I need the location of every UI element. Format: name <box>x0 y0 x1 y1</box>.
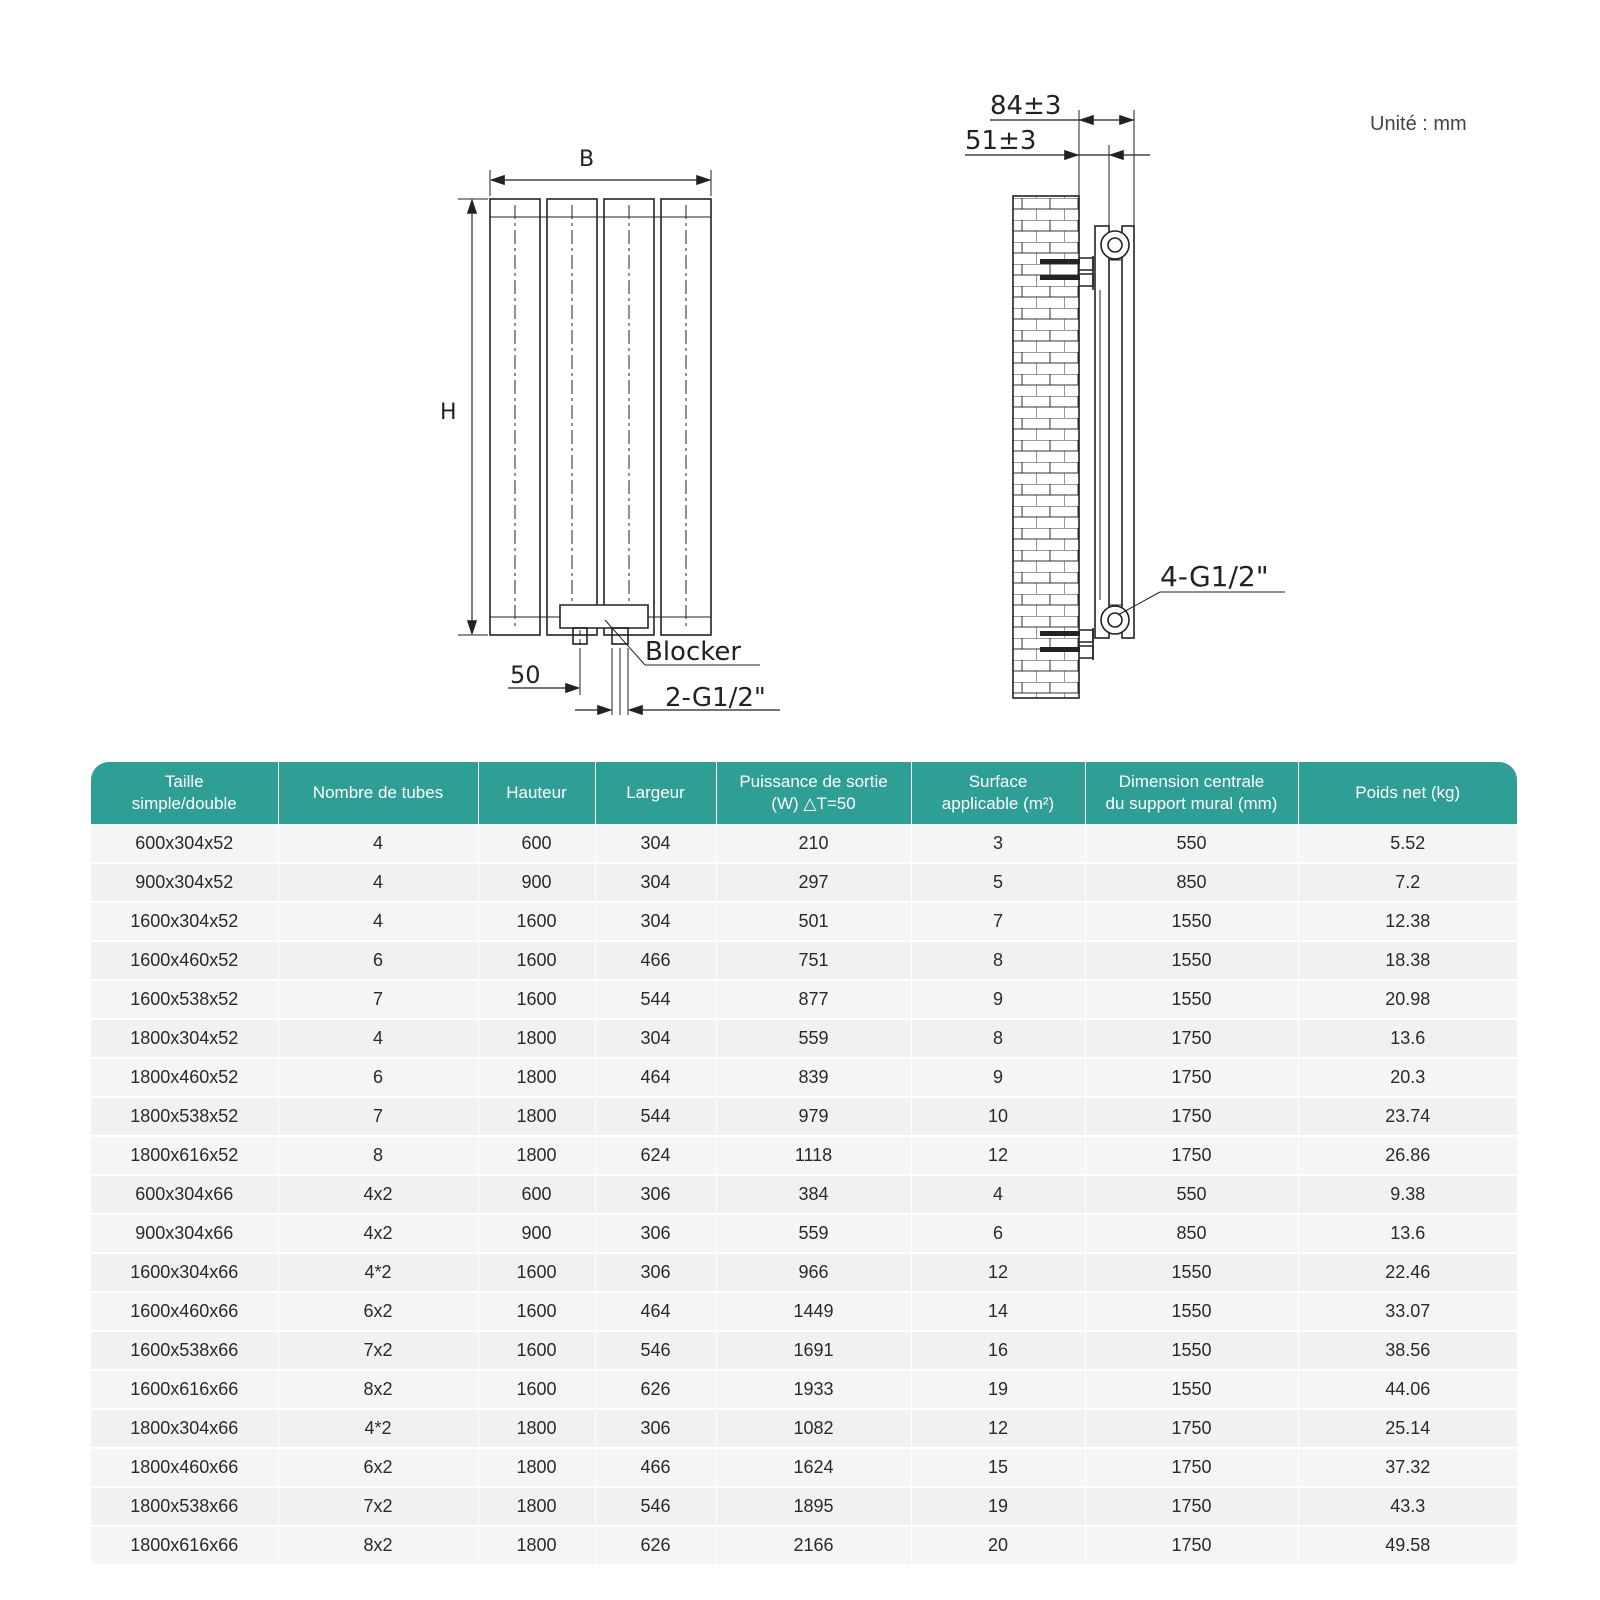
table-cell: 544 <box>595 980 716 1019</box>
table-cell: 7x2 <box>278 1331 478 1370</box>
table-cell: 1691 <box>716 1331 911 1370</box>
table-cell: 6x2 <box>278 1292 478 1331</box>
table-cell: 1600 <box>478 1370 595 1409</box>
table-cell: 6 <box>278 1058 478 1097</box>
table-cell: 20.3 <box>1298 1058 1517 1097</box>
table-cell: 1750 <box>1085 1136 1298 1175</box>
table-cell: 49.58 <box>1298 1526 1517 1565</box>
table-cell: 1600 <box>478 941 595 980</box>
table-cell: 37.32 <box>1298 1448 1517 1487</box>
table-cell: 1800 <box>478 1097 595 1136</box>
table-cell: 43.3 <box>1298 1487 1517 1526</box>
table-cell: 600 <box>478 1175 595 1214</box>
table-row <box>91 980 1517 1019</box>
table-row <box>91 941 1517 980</box>
table-cell: 12 <box>911 1136 1085 1175</box>
table-cell: 1800x538x52 <box>91 1097 278 1136</box>
table-cell: 4*2 <box>278 1409 478 1448</box>
table-cell: 1550 <box>1085 1370 1298 1409</box>
table-cell: 600x304x66 <box>91 1175 278 1214</box>
table-cell: 1800 <box>478 1526 595 1565</box>
table-row <box>91 1253 1517 1292</box>
table-cell: 1600 <box>478 1331 595 1370</box>
table-cell: 1600x538x66 <box>91 1331 278 1370</box>
table-cell: 20.98 <box>1298 980 1517 1019</box>
column-header: Dimension centrale du support mural (mm) <box>1085 762 1298 824</box>
table-row <box>91 1292 1517 1331</box>
table-cell: 900 <box>478 863 595 902</box>
table-cell: 966 <box>716 1253 911 1292</box>
specs-table <box>91 762 1517 1566</box>
table-cell: 26.86 <box>1298 1136 1517 1175</box>
table-cell: 550 <box>1085 1175 1298 1214</box>
table-cell: 900x304x52 <box>91 863 278 902</box>
table-cell: 9.38 <box>1298 1175 1517 1214</box>
table-cell: 297 <box>716 863 911 902</box>
table-cell: 4 <box>278 863 478 902</box>
table-cell: 1600x304x66 <box>91 1253 278 1292</box>
dimension-h-label: H <box>440 400 457 425</box>
table-cell: 1750 <box>1085 1526 1298 1565</box>
table-row <box>91 1487 1517 1526</box>
dimension-b-label: B <box>579 147 595 172</box>
table-row <box>91 1058 1517 1097</box>
table-cell: 22.46 <box>1298 1253 1517 1292</box>
table-cell: 4 <box>278 824 478 863</box>
column-header: Hauteur <box>478 762 595 824</box>
table-cell: 600x304x52 <box>91 824 278 863</box>
table-body <box>91 824 1517 1565</box>
table-cell: 1750 <box>1085 1019 1298 1058</box>
table-cell: 626 <box>595 1370 716 1409</box>
table-cell: 546 <box>595 1487 716 1526</box>
table-cell: 1800x460x52 <box>91 1058 278 1097</box>
column-header: Puissance de sortie (W) △T=50 <box>716 762 911 824</box>
table-cell: 306 <box>595 1214 716 1253</box>
table-cell: 1550 <box>1085 1292 1298 1331</box>
column-header: Taille simple/double <box>91 762 278 824</box>
side-view <box>965 110 1285 698</box>
table-cell: 1550 <box>1085 980 1298 1019</box>
table-cell: 8 <box>278 1136 478 1175</box>
table-row <box>91 1097 1517 1136</box>
table-cell: 1550 <box>1085 1253 1298 1292</box>
table-cell: 15 <box>911 1448 1085 1487</box>
table-cell: 9 <box>911 1058 1085 1097</box>
table-cell: 20 <box>911 1526 1085 1565</box>
table-cell: 19 <box>911 1487 1085 1526</box>
table-cell: 7.2 <box>1298 863 1517 902</box>
table-row <box>91 1409 1517 1448</box>
table-cell: 16 <box>911 1331 1085 1370</box>
table-cell: 1750 <box>1085 1409 1298 1448</box>
table-cell: 1600x460x52 <box>91 941 278 980</box>
table-cell: 2166 <box>716 1526 911 1565</box>
table-cell: 1800x304x52 <box>91 1019 278 1058</box>
table-cell: 9 <box>911 980 1085 1019</box>
table-cell: 751 <box>716 941 911 980</box>
table-cell: 13.6 <box>1298 1019 1517 1058</box>
table-cell: 900x304x66 <box>91 1214 278 1253</box>
table-cell: 1800 <box>478 1136 595 1175</box>
table-cell: 1800x460x66 <box>91 1448 278 1487</box>
table-cell: 1600x538x52 <box>91 980 278 1019</box>
table-cell: 7 <box>278 980 478 1019</box>
table-cell: 5 <box>911 863 1085 902</box>
table-cell: 1933 <box>716 1370 911 1409</box>
table-cell: 1600x304x52 <box>91 902 278 941</box>
table-cell: 10 <box>911 1097 1085 1136</box>
table-cell: 44.06 <box>1298 1370 1517 1409</box>
table-cell: 1550 <box>1085 902 1298 941</box>
table-cell: 5.52 <box>1298 824 1517 863</box>
table-cell: 501 <box>716 902 911 941</box>
depth-wall-label: 51±3 <box>965 126 1037 156</box>
table-cell: 1800x616x66 <box>91 1526 278 1565</box>
table-row <box>91 1019 1517 1058</box>
table-cell: 1600x460x66 <box>91 1292 278 1331</box>
table-cell: 6 <box>911 1214 1085 1253</box>
table-cell: 12 <box>911 1409 1085 1448</box>
table-cell: 1750 <box>1085 1487 1298 1526</box>
table-cell: 12 <box>911 1253 1085 1292</box>
table-cell: 8 <box>911 941 1085 980</box>
table-cell: 464 <box>595 1058 716 1097</box>
dimension-50-label: 50 <box>510 661 541 689</box>
table-cell: 559 <box>716 1019 911 1058</box>
table-cell: 1600x616x66 <box>91 1370 278 1409</box>
table-cell: 1895 <box>716 1487 911 1526</box>
table-cell: 7 <box>278 1097 478 1136</box>
table-cell: 546 <box>595 1331 716 1370</box>
table-cell: 1600 <box>478 1253 595 1292</box>
table-cell: 18.38 <box>1298 941 1517 980</box>
table-cell: 304 <box>595 863 716 902</box>
table-cell: 12.38 <box>1298 902 1517 941</box>
table-cell: 304 <box>595 902 716 941</box>
table-cell: 1800 <box>478 1487 595 1526</box>
table-cell: 466 <box>595 941 716 980</box>
table-row <box>91 863 1517 902</box>
table-cell: 839 <box>716 1058 911 1097</box>
table-cell: 1118 <box>716 1136 911 1175</box>
unit-label: Unité : mm <box>1370 113 1467 135</box>
table-cell: 1600 <box>478 902 595 941</box>
table-cell: 1750 <box>1085 1097 1298 1136</box>
table-row <box>91 1136 1517 1175</box>
table-cell: 306 <box>595 1409 716 1448</box>
table-cell: 306 <box>595 1175 716 1214</box>
front-view <box>458 170 780 715</box>
table-cell: 7x2 <box>278 1487 478 1526</box>
column-header: Poids net (kg) <box>1298 762 1517 824</box>
table-cell: 466 <box>595 1448 716 1487</box>
table-cell: 14 <box>911 1292 1085 1331</box>
table-cell: 3 <box>911 824 1085 863</box>
table-header-row <box>91 762 1517 824</box>
table-cell: 464 <box>595 1292 716 1331</box>
table-cell: 4 <box>278 902 478 941</box>
table-cell: 900 <box>478 1214 595 1253</box>
connections-label: 4-G1/2" <box>1160 560 1269 593</box>
table-cell: 1750 <box>1085 1448 1298 1487</box>
table-cell: 4x2 <box>278 1214 478 1253</box>
table-row <box>91 1526 1517 1565</box>
table-cell: 19 <box>911 1370 1085 1409</box>
table-cell: 600 <box>478 824 595 863</box>
blocker-label: Blocker <box>645 637 742 667</box>
table-cell: 8x2 <box>278 1370 478 1409</box>
table-cell: 626 <box>595 1526 716 1565</box>
table-cell: 1800 <box>478 1019 595 1058</box>
table-cell: 23.74 <box>1298 1097 1517 1136</box>
table-row <box>91 1214 1517 1253</box>
table-cell: 979 <box>716 1097 911 1136</box>
table-cell: 6x2 <box>278 1448 478 1487</box>
table-cell: 544 <box>595 1097 716 1136</box>
table-cell: 1624 <box>716 1448 911 1487</box>
table-cell: 1800 <box>478 1058 595 1097</box>
table-cell: 6 <box>278 941 478 980</box>
table-cell: 1750 <box>1085 1058 1298 1097</box>
table-cell: 877 <box>716 980 911 1019</box>
specs-table-container <box>91 762 1517 1566</box>
table-cell: 384 <box>716 1175 911 1214</box>
table-cell: 559 <box>716 1214 911 1253</box>
table-cell: 4 <box>911 1175 1085 1214</box>
technical-drawing <box>0 0 1600 740</box>
column-header: Surface applicable (m²) <box>911 762 1085 824</box>
table-row <box>91 902 1517 941</box>
table-cell: 8 <box>911 1019 1085 1058</box>
table-cell: 13.6 <box>1298 1214 1517 1253</box>
table-cell: 1600 <box>478 980 595 1019</box>
table-cell: 624 <box>595 1136 716 1175</box>
table-cell: 4 <box>278 1019 478 1058</box>
table-cell: 1550 <box>1085 941 1298 980</box>
table-cell: 1600 <box>478 1292 595 1331</box>
column-header: Nombre de tubes <box>278 762 478 824</box>
table-cell: 7 <box>911 902 1085 941</box>
table-row <box>91 1331 1517 1370</box>
table-cell: 850 <box>1085 1214 1298 1253</box>
column-header: Largeur <box>595 762 716 824</box>
table-cell: 1550 <box>1085 1331 1298 1370</box>
table-cell: 1082 <box>716 1409 911 1448</box>
inlet-label: 2-G1/2" <box>665 683 766 713</box>
table-cell: 4x2 <box>278 1175 478 1214</box>
table-cell: 1449 <box>716 1292 911 1331</box>
table-cell: 550 <box>1085 824 1298 863</box>
table-cell: 33.07 <box>1298 1292 1517 1331</box>
table-cell: 1800 <box>478 1448 595 1487</box>
table-row <box>91 824 1517 863</box>
table-cell: 1800x616x52 <box>91 1136 278 1175</box>
depth-total-label: 84±3 <box>990 91 1062 121</box>
table-cell: 8x2 <box>278 1526 478 1565</box>
table-cell: 210 <box>716 824 911 863</box>
table-cell: 1800x304x66 <box>91 1409 278 1448</box>
table-cell: 304 <box>595 1019 716 1058</box>
table-cell: 850 <box>1085 863 1298 902</box>
table-cell: 306 <box>595 1253 716 1292</box>
table-row <box>91 1448 1517 1487</box>
table-cell: 38.56 <box>1298 1331 1517 1370</box>
table-row <box>91 1370 1517 1409</box>
table-row <box>91 1175 1517 1214</box>
table-cell: 1800x538x66 <box>91 1487 278 1526</box>
pipe-connection <box>1101 231 1129 259</box>
table-cell: 4*2 <box>278 1253 478 1292</box>
table-cell: 25.14 <box>1298 1409 1517 1448</box>
table-cell: 304 <box>595 824 716 863</box>
table-cell: 1800 <box>478 1409 595 1448</box>
pipe-connection <box>1101 606 1129 634</box>
brick-wall <box>1013 196 1079 698</box>
